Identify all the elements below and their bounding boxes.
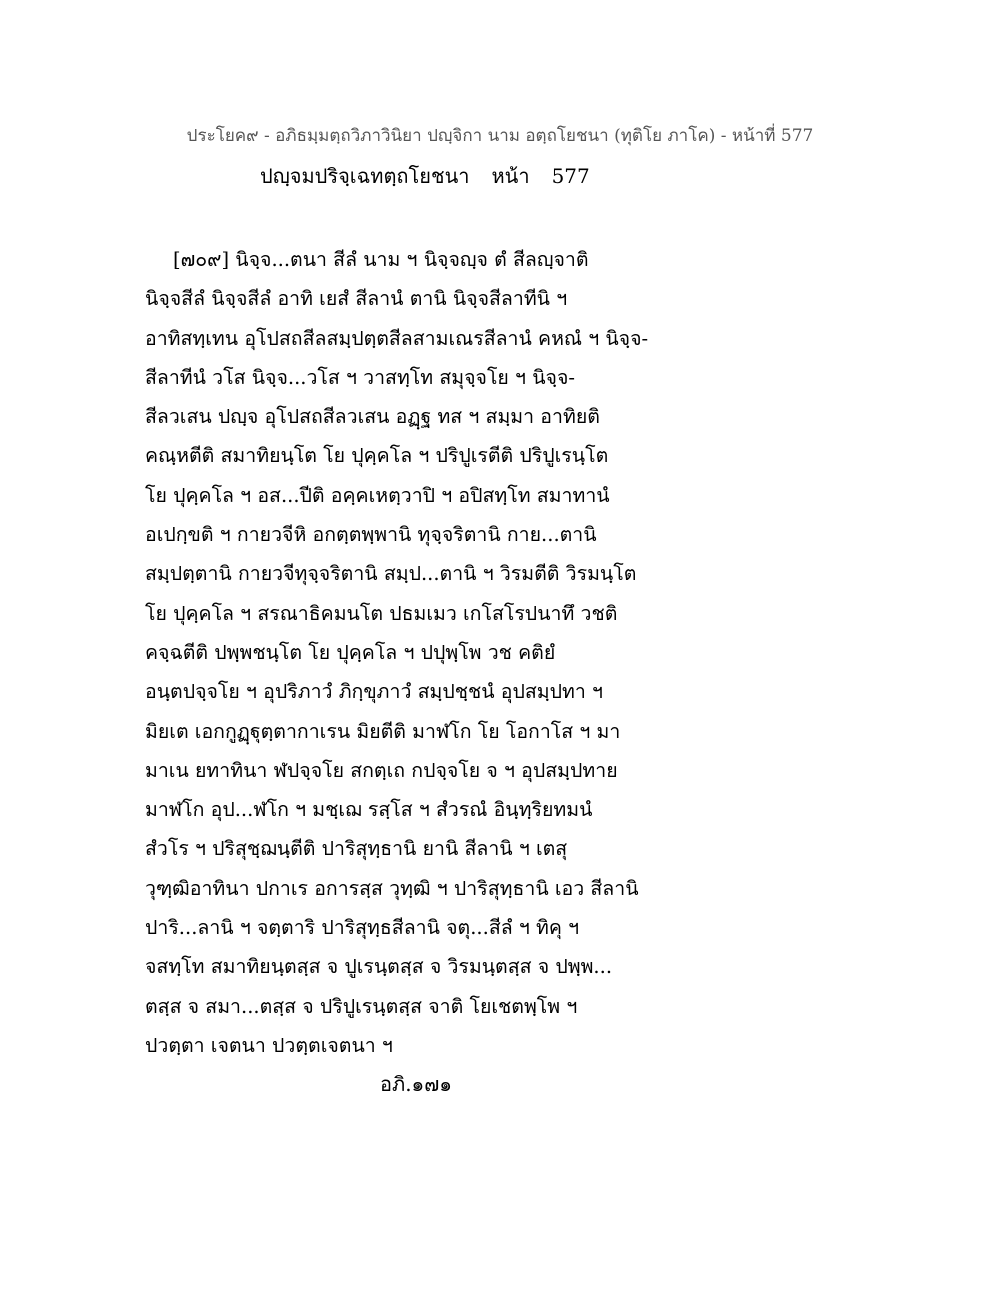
section-title: ปญฺจมปริจฺเฉทตฺถโยชนา — [260, 164, 470, 188]
running-header: ประโยค๙ - อภิธมฺมตฺถวิภาวินิยา ปญฺจิกา นาม อตฺถโยชนา (ทุติโย ภาโค) - หน้าที่ 577 — [186, 126, 814, 146]
text-line: ปวตฺตา เจตนา ปวตฺตเจตนา ฯ — [145, 1033, 393, 1057]
body-text — [145, 240, 865, 1065]
text-line: มิยเต เอกกูฏฺฐุตฺตากาเรน มิยตีติ มาฬโก โย โอกาโส ฯ มา — [145, 719, 621, 743]
text-line: มาฬโก อุป...ฬโก ฯ มชฺเฌ รสฺโส ฯ สํวรณํ อินฺทฺริยทมนํ — [145, 798, 593, 822]
text-line: สมฺปตฺตานิ กายวจีทุจฺจริตานิ สมฺป...ตานิ ฯ วิรมตีติ วิรมนฺโต — [145, 562, 637, 586]
text-line: สํวโร ฯ ปริสุชฺฌนฺตีติ ปาริสุทฺธานิ ยานิ สีลานิ ฯ เตสุ — [145, 837, 568, 861]
text-line: อเปกฺขติ ฯ กายวจีหิ อกตฺตพฺพานิ ทุจฺจริตานิ กาย...ตานิ — [145, 523, 597, 547]
text-line: [๗๐๙] นิจฺจ...ตนา สีลํ นาม ฯ นิจฺจญฺจ ตํ สีลญฺจาติ — [173, 248, 589, 271]
page-number: 577 — [551, 164, 590, 188]
text-line: อนฺตปจฺจโย ฯ อุปริภาวํ ภิกฺขุภาวํ สมฺปชฺชนํ อุปสมฺปทา ฯ — [145, 680, 603, 704]
text-line: ปาริ...ลานิ ฯ จตฺตาริ ปาริสุทฺธสีลานิ จตุ...สีลํ ฯ ทิคุ ฯ — [145, 916, 580, 940]
text-line: คจฺฉตีติ ปพฺพชนฺโต โย ปุคฺคโล ฯ ปปุพฺโพ วช คติยํ — [145, 640, 556, 664]
section-heading — [260, 160, 590, 192]
page-reference: อภิ.๑๗๑ — [380, 1072, 452, 1096]
text-line: อาทิสทฺเทน อุโปสถสีลสมฺปตฺตสีลสามเณรสีลานํ คหณํ ฯ นิจฺจ- — [145, 326, 649, 350]
text-line: โย ปุคฺคโล ฯ สรณาธิคมนโต ปธมเมว เกโสโรปนาทึ วชติ — [145, 601, 618, 625]
text-line: ตสฺส จ สมา...ตสฺส จ ปริปูเรนฺตสฺส จาติ โยเชตพฺโพ ฯ — [145, 994, 578, 1018]
text-line: โย ปุคฺคโล ฯ อส...ปีติ อคฺคเหตฺวาปิ ฯ อปิสทฺโท สมาทานํ — [145, 483, 610, 507]
text-line: สีลวเสน ปญฺจ อุโปสถสีลวเสน อฏฺฐ ทส ฯ สมฺมา อาทิยติ — [145, 405, 600, 429]
text-line: คณฺหตีติ สมาทิยนฺโต โย ปุคฺคโล ฯ ปริปูเรตีติ ปริปูเรนฺโต — [145, 444, 609, 468]
text-line: จสทฺโท สมาทิยนฺตสฺส จ ปูเรนฺตสฺส จ วิรมนฺตสฺส จ ปพฺพ... — [145, 955, 613, 979]
page-label: หน้า — [491, 164, 530, 188]
text-line: นิจฺจสีลํ นิจฺจสีลํ อาทิ เยสํ สีลานํ ตานิ นิจฺจสีลาทีนิ ฯ — [145, 287, 568, 311]
text-line: วุฑฺฒิอาทินา ปกาเร อการสฺส วุทฺฒิ ฯ ปาริสุทฺธานิ เอว สีลานิ — [145, 876, 639, 900]
text-line: สีลาทีนํ วโส นิจฺจ...วโส ฯ วาสทฺโท สมุจฺจโย ฯ นิจฺจ- — [145, 365, 575, 389]
text-line: มาเน ยทาทินา ฬปจฺจโย สกตฺเถ กปจฺจโย จ ฯ อุปสมฺปทาย — [145, 758, 618, 782]
